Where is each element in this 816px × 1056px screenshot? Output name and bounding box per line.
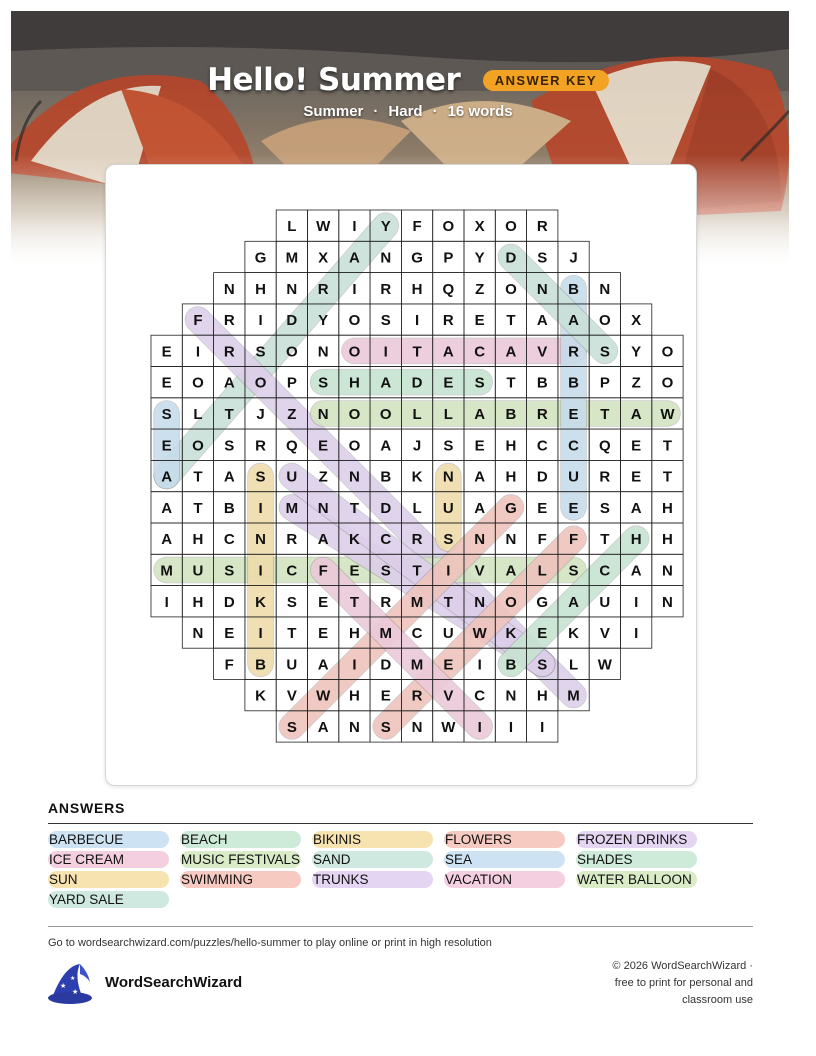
grid-letter: A	[161, 531, 173, 549]
grid-letter: N	[662, 593, 673, 611]
grid-letter: A	[380, 374, 392, 392]
grid-letter: E	[474, 312, 485, 330]
grid-letter: F	[193, 312, 203, 330]
grid-letter: S	[286, 593, 297, 611]
grid-letter: H	[349, 625, 360, 643]
grid-letter: N	[411, 718, 423, 736]
grid-letter: G	[411, 249, 423, 267]
grid-letter: O	[505, 280, 517, 298]
grid-letter: R	[223, 343, 235, 361]
grid-letter: E	[631, 468, 642, 486]
grid-letter: X	[631, 312, 642, 330]
grid-letter: S	[537, 656, 548, 674]
grid-letter: S	[161, 405, 172, 423]
grid-letter: I	[164, 593, 169, 611]
grid-letter: A	[568, 312, 579, 330]
grid-letter: H	[505, 437, 517, 455]
grid-letter: L	[287, 218, 297, 236]
grid-letter: T	[349, 499, 360, 517]
grid-letter: A	[536, 312, 548, 330]
grid-letter: S	[380, 718, 391, 736]
grid-letter: Q	[286, 437, 298, 455]
grid-letter: V	[474, 562, 485, 580]
grid-letter: U	[442, 499, 454, 517]
grid-letter: T	[224, 405, 234, 423]
grid-letter: O	[192, 374, 204, 392]
grid-letter: W	[472, 625, 487, 643]
grid-letter: K	[255, 593, 266, 611]
grid-letter: E	[443, 374, 454, 392]
grid-letter: T	[506, 374, 516, 392]
grid-letter: Z	[318, 468, 328, 486]
topic-label: Summer	[303, 103, 364, 120]
grid-letter: T	[600, 405, 610, 423]
grid-letter: D	[411, 374, 423, 392]
grid-letter: E	[224, 625, 235, 643]
grid-letter: C	[568, 437, 579, 455]
grid-letter: T	[193, 499, 203, 517]
grid-letter: A	[317, 531, 329, 549]
grid-letter: T	[443, 593, 453, 611]
grid-letter: N	[474, 593, 486, 611]
grid-letter: J	[412, 437, 422, 455]
grid-letter: O	[348, 343, 361, 361]
grid-letter: S	[255, 343, 266, 361]
grid-letter: F	[568, 531, 579, 549]
grid-letter: M	[410, 656, 424, 674]
grid-letter: A	[474, 468, 486, 486]
grid-letter: S	[599, 343, 610, 361]
answer-word: TRUNKS	[312, 871, 433, 888]
grid-letter: A	[317, 656, 329, 674]
grid-letter: H	[630, 531, 642, 549]
grid-letter: T	[412, 562, 422, 580]
grid-letter: R	[255, 437, 266, 455]
grid-letter: O	[661, 374, 674, 392]
answer-word: SAND	[312, 851, 433, 868]
divider	[48, 823, 753, 824]
grid-letter: D	[505, 249, 517, 267]
grid-letter: K	[349, 531, 360, 549]
grid-letter: S	[286, 718, 297, 736]
grid-letter: N	[349, 468, 360, 486]
grid-letter: O	[505, 218, 517, 236]
grid-letter: S	[568, 562, 579, 580]
grid-letter: V	[537, 343, 548, 361]
grid-letter: L	[537, 562, 547, 580]
puzzle-card	[105, 164, 697, 786]
grid-letter: O	[599, 312, 611, 330]
grid-letter: C	[474, 687, 486, 705]
grid-letter: R	[380, 280, 392, 298]
grid-letter: B	[568, 374, 579, 392]
grid-letter: O	[192, 437, 204, 455]
grid-letter: U	[192, 562, 204, 580]
grid-letter: A	[505, 343, 517, 361]
grid-letter: J	[256, 405, 265, 423]
grid-letter: E	[568, 405, 579, 423]
grid-letter: F	[318, 562, 328, 580]
grid-letter: N	[442, 468, 454, 486]
grid-letter: A	[568, 593, 579, 611]
grid-letter: W	[316, 687, 331, 705]
grid-letter: C	[536, 437, 548, 455]
grid-letter: N	[662, 562, 673, 580]
grid-letter: R	[286, 531, 298, 549]
grid-letter: I	[352, 218, 357, 236]
grid-letter: I	[634, 625, 639, 643]
grid-letter: S	[443, 437, 454, 455]
grid-letter: B	[568, 280, 579, 298]
grid-letter: F	[537, 531, 547, 549]
grid-letter: B	[505, 405, 517, 423]
grid-letter: O	[348, 405, 361, 423]
divider	[48, 926, 753, 927]
grid-letter: S	[443, 531, 454, 549]
grid-letter: L	[568, 656, 579, 674]
grid-letter: T	[287, 625, 297, 643]
grid-letter: I	[477, 656, 482, 674]
grid-letter: A	[380, 437, 392, 455]
grid-letter: A	[161, 468, 173, 486]
grid-letter: T	[600, 531, 610, 549]
grid-letter: D	[223, 593, 235, 611]
answer-word: SHADES	[576, 851, 697, 868]
grid-letter: O	[348, 437, 361, 455]
grid-letter: C	[380, 531, 392, 549]
answers-heading: ANSWERS	[48, 800, 126, 816]
grid-letter: Y	[631, 343, 642, 361]
grid-letter: Z	[631, 374, 641, 392]
grid-letter: C	[223, 531, 235, 549]
svg-text:★: ★	[60, 983, 67, 990]
grid-letter: N	[505, 687, 517, 705]
grid-letter: E	[349, 562, 360, 580]
answer-word: FROZEN DRINKS	[576, 831, 697, 848]
grid-letter: N	[349, 718, 360, 736]
grid-letter: W	[316, 218, 331, 236]
grid-letter: C	[411, 625, 423, 643]
copyright-text	[593, 958, 753, 1009]
grid-letter: K	[411, 468, 423, 486]
grid-letter: Q	[599, 437, 611, 455]
grid-letter: Z	[287, 405, 297, 423]
grid-letter: A	[223, 374, 235, 392]
answer-word: MUSIC FESTIVALS	[181, 852, 301, 867]
grid-letter: M	[285, 499, 299, 517]
grid-letter: N	[286, 280, 298, 298]
grid-letter: P	[443, 249, 454, 267]
word-count-label: 16 words	[447, 103, 513, 120]
grid-letter: I	[540, 718, 545, 736]
brand-name: WordSearchWizard	[105, 974, 243, 991]
grid-letter: X	[318, 249, 329, 267]
grid-letter: N	[599, 280, 611, 298]
grid-letter: I	[634, 593, 639, 611]
copyright-line: © 2026 WordSearchWizard ·	[612, 960, 753, 972]
grid-letter: A	[161, 499, 173, 517]
grid-letter: N	[223, 280, 235, 298]
grid-letter: R	[411, 687, 423, 705]
grid-letter: G	[536, 593, 549, 611]
grid-letter: J	[569, 249, 578, 267]
grid-letter: K	[568, 625, 579, 643]
grid-letter: N	[317, 405, 329, 423]
grid-letter: I	[258, 312, 263, 330]
grid-letter: R	[568, 343, 579, 361]
grid-letter: A	[630, 405, 642, 423]
grid-letter: D	[286, 312, 298, 330]
grid-letter: H	[349, 687, 360, 705]
grid-letter: N	[317, 499, 329, 517]
grid-letter: C	[474, 343, 486, 361]
grid-letter: S	[380, 312, 391, 330]
grid-letter: I	[508, 718, 514, 736]
grid-letter: A	[630, 562, 642, 580]
grid-letter: E	[161, 437, 172, 455]
grid-letter: A	[630, 499, 642, 517]
grid-letter: I	[414, 312, 420, 330]
grid-letter: I	[477, 718, 482, 736]
grid-letter: U	[286, 656, 298, 674]
grid-letter: H	[192, 593, 204, 611]
grid-letter: B	[255, 656, 266, 674]
grid-letter: Y	[380, 218, 391, 236]
grid-letter: Y	[474, 249, 485, 267]
grid-letter: O	[379, 405, 392, 423]
answer-word: BIKINIS	[312, 831, 433, 848]
grid-letter: M	[567, 687, 580, 705]
grid-letter: H	[192, 531, 204, 549]
puzzle-meta: Summer · Hard · 16 words	[303, 103, 513, 120]
answer-word: SUN	[48, 871, 169, 888]
grid-letter: H	[349, 374, 360, 392]
grid-letter: G	[254, 249, 267, 267]
grid-letter: Y	[318, 312, 329, 330]
answer-key-badge: ANSWER KEY	[483, 70, 609, 91]
answer-word: YARD SALE	[48, 891, 169, 908]
grid-letter: T	[506, 312, 516, 330]
grid-letter: H	[255, 280, 266, 298]
grid-letter: N	[317, 343, 329, 361]
grid-letter: O	[505, 593, 517, 611]
grid-letter: O	[254, 374, 267, 392]
grid-letter: G	[505, 499, 517, 517]
grid-letter: H	[662, 499, 673, 517]
grid-letter: H	[536, 687, 548, 705]
grid-letter: D	[536, 468, 548, 486]
grid-letter: I	[258, 499, 263, 517]
grid-letter: A	[505, 562, 517, 580]
grid-letter: U	[442, 625, 454, 643]
grid-letter: R	[536, 218, 548, 236]
footer-url-text: Go to wordsearchwizard.com/puzzles/hello-summer to play online or print in high resolution	[48, 937, 492, 949]
answer-word: SWIMMING	[180, 871, 301, 888]
grid-letter: N	[255, 531, 266, 549]
grid-letter: S	[318, 374, 329, 392]
grid-letter: B	[505, 656, 517, 674]
grid-letter: L	[193, 405, 203, 423]
grid-letter: D	[380, 499, 392, 517]
grid-letter: L	[443, 405, 453, 423]
answer-word: BEACH	[180, 831, 301, 848]
grid-letter: L	[412, 405, 422, 423]
grid-letter: S	[474, 374, 485, 392]
grid-letter: E	[318, 437, 329, 455]
grid-letter: O	[348, 312, 361, 330]
grid-letter: A	[317, 718, 329, 736]
grid-letter: X	[474, 218, 485, 236]
answer-word: FLOWERS	[444, 831, 565, 848]
grid-letter: T	[412, 343, 422, 361]
grid-letter: E	[380, 687, 391, 705]
grid-letter: W	[441, 718, 456, 736]
grid-letter: N	[505, 531, 517, 549]
grid-letter: R	[599, 468, 611, 486]
grid-letter: D	[380, 656, 392, 674]
grid-letter: P	[599, 374, 610, 392]
grid-letter: M	[410, 593, 424, 611]
grid-letter: Q	[442, 280, 455, 298]
grid-letter: A	[223, 468, 235, 486]
answer-word: BARBECUE	[48, 831, 169, 848]
svg-text:★: ★	[70, 976, 76, 982]
grid-letter: M	[379, 625, 392, 643]
grid-letter: A	[442, 343, 454, 361]
grid-letter: N	[380, 249, 392, 267]
grid-letter: N	[474, 531, 486, 549]
grid-letter: T	[193, 468, 203, 486]
grid-letter: R	[442, 312, 454, 330]
grid-cells	[151, 210, 683, 742]
grid-letter: A	[349, 249, 360, 267]
grid-letter: F	[412, 218, 422, 236]
grid-letter: E	[443, 656, 454, 674]
grid-letter: B	[223, 499, 235, 517]
answer-word: SEA	[444, 851, 565, 868]
grid-letter: U	[286, 468, 298, 486]
word-search-grid[interactable]	[106, 165, 696, 785]
grid-letter: O	[442, 218, 455, 236]
difficulty-label: Hard	[388, 103, 423, 120]
grid-letter: E	[568, 499, 579, 517]
grid-letter: E	[537, 499, 548, 517]
grid-letter: R	[317, 280, 329, 298]
grid-letter: Z	[475, 280, 485, 298]
grid-letter: S	[599, 499, 610, 517]
grid-letter: E	[631, 437, 642, 455]
grid-letter: I	[195, 343, 201, 361]
grid-letter: V	[599, 625, 610, 643]
grid-letter: T	[662, 468, 673, 486]
grid-letter: B	[380, 468, 392, 486]
grid-letter: H	[411, 280, 423, 298]
copyright-line: free to print for personal and	[614, 977, 753, 989]
grid-letter: R	[536, 405, 548, 423]
grid-letter: S	[537, 249, 548, 267]
grid-letter: V	[443, 687, 454, 705]
grid-letter: O	[286, 343, 298, 361]
wizard-hat-icon	[46, 962, 94, 1006]
grid-letter: H	[505, 468, 517, 486]
grid-letter: S	[224, 437, 235, 455]
grid-letter: U	[599, 593, 611, 611]
grid-letter: I	[258, 562, 263, 580]
grid-letter: R	[223, 312, 235, 330]
grid-letter: K	[255, 687, 266, 705]
grid-letter: E	[318, 625, 329, 643]
grid-letter: N	[536, 280, 548, 298]
grid-letter: T	[662, 437, 673, 455]
grid-letter: F	[224, 656, 234, 674]
grid-letter: I	[352, 280, 357, 298]
grid-letter: E	[318, 593, 329, 611]
grid-letter: R	[411, 531, 423, 549]
grid-letter: V	[286, 687, 297, 705]
puzzle-title: Hello! Summer	[207, 62, 461, 98]
grid-letter: L	[412, 499, 422, 517]
grid-letter: E	[537, 625, 548, 643]
grid-letter: M	[285, 249, 299, 267]
grid-letter: I	[446, 562, 451, 580]
grid-letter: U	[568, 468, 579, 486]
svg-text:★: ★	[72, 989, 79, 996]
grid-letter: W	[660, 405, 675, 423]
grid-letter: K	[505, 625, 517, 643]
grid-letter: N	[192, 625, 204, 643]
grid-letter: A	[474, 499, 486, 517]
copyright-line: classroom use	[682, 994, 753, 1006]
grid-letter: C	[286, 562, 298, 580]
grid-letter: A	[474, 405, 486, 423]
grid-letter: S	[380, 562, 391, 580]
grid-letter: W	[597, 656, 612, 674]
grid-letter: C	[599, 562, 611, 580]
answer-word: VACATION	[444, 871, 565, 888]
grid-letter: O	[661, 343, 674, 361]
grid-letter: H	[662, 531, 673, 549]
grid-letter: P	[286, 374, 297, 392]
answer-word: WATER BALLOON	[576, 871, 697, 888]
grid-letter: T	[349, 593, 360, 611]
grid-letter: B	[536, 374, 548, 392]
grid-letter: S	[255, 468, 266, 486]
grid-letter: E	[474, 437, 485, 455]
grid-letter: S	[224, 562, 235, 580]
grid-letter: E	[161, 343, 172, 361]
grid-letter: E	[161, 374, 172, 392]
grid-letter: R	[380, 593, 392, 611]
grid-letter: M	[160, 562, 173, 580]
grid-letter: I	[383, 343, 388, 361]
grid-letter: I	[352, 656, 357, 674]
grid-letter: I	[258, 625, 263, 643]
answer-word: ICE CREAM	[48, 851, 169, 868]
